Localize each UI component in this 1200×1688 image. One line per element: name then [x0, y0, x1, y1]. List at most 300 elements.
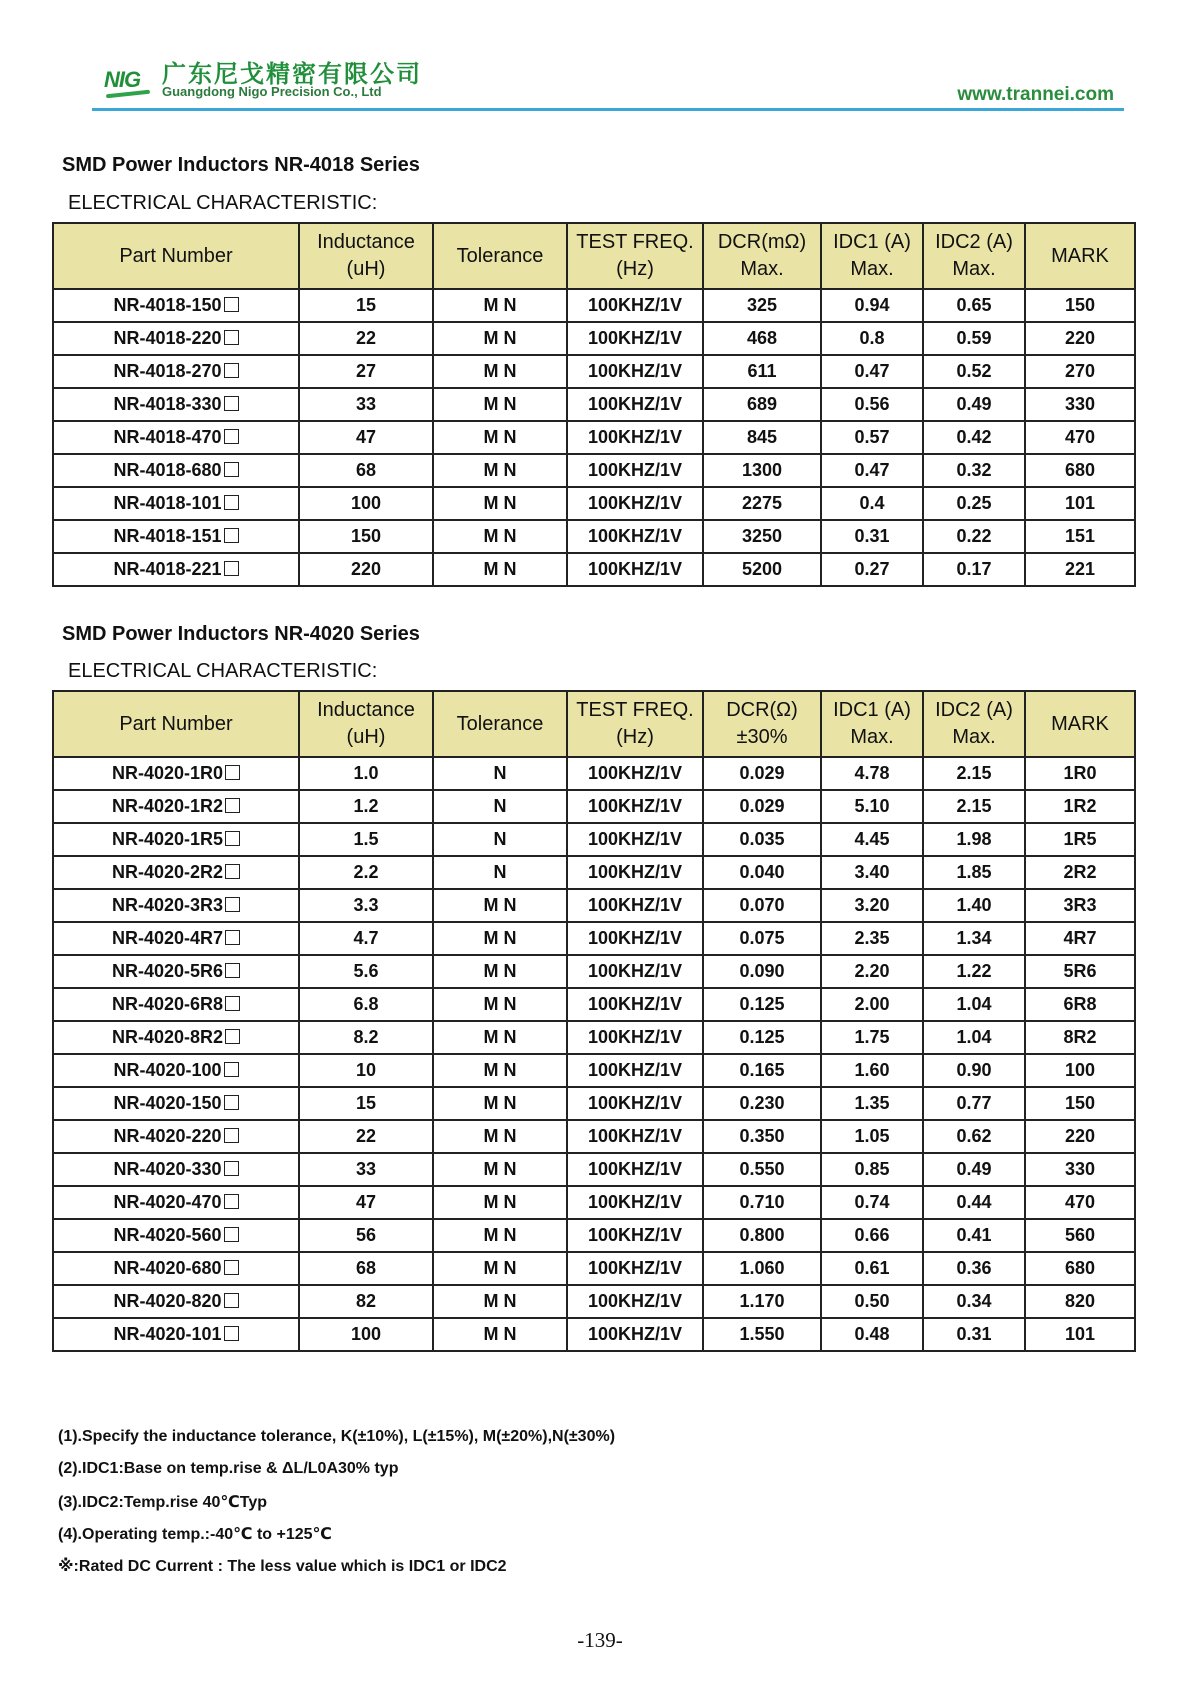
part-number: NR-4020-5R6 [111, 961, 224, 981]
table-cell [821, 1318, 923, 1351]
part-number: NR-4018-150 [113, 295, 222, 315]
table-cell [821, 520, 923, 553]
cell-value: 0.57 [854, 427, 890, 447]
cell-value: 0.49 [956, 394, 992, 414]
table-cell [923, 487, 1025, 520]
table-cell [433, 421, 567, 454]
table-row [53, 1120, 1135, 1153]
cell-value: 1.04 [956, 1027, 992, 1047]
tolerance-code-box [225, 897, 240, 912]
part-number: NR-4020-8R2 [111, 1027, 224, 1047]
table-cell [821, 421, 923, 454]
cell-value: M N [483, 1060, 517, 1080]
tolerance-code-box [225, 798, 240, 813]
cell-value: 2.15 [956, 796, 992, 816]
cell-value: 1.40 [956, 895, 992, 915]
table-cell [567, 553, 703, 586]
table-row [53, 1318, 1135, 1351]
cell-value: 100KHZ/1V [587, 328, 683, 348]
table-cell [299, 487, 433, 520]
table-row [53, 922, 1135, 955]
table-cell [703, 454, 821, 487]
cell-value: 1.35 [854, 1093, 890, 1113]
cell-value: 270 [1064, 361, 1096, 381]
table-cell [567, 1285, 703, 1318]
cell-value: 845 [746, 427, 778, 447]
table-cell [299, 520, 433, 553]
cell-value: 101 [1064, 493, 1096, 513]
cell-value: 680 [1064, 460, 1096, 480]
table-cell [299, 1021, 433, 1054]
table-cell [703, 856, 821, 889]
cell-value: 0.62 [956, 1126, 992, 1146]
table-cell [703, 823, 821, 856]
cell-value: M N [483, 961, 517, 981]
table-cell [53, 322, 299, 355]
tolerance-code-box [225, 831, 240, 846]
table-cell [1025, 1252, 1135, 1285]
table-cell [923, 889, 1025, 922]
table-cell [299, 790, 433, 823]
column-header: Part Number [53, 223, 299, 289]
table-cell [433, 487, 567, 520]
table-cell [923, 520, 1025, 553]
cell-value: 0.42 [956, 427, 992, 447]
cell-value: N [493, 829, 507, 849]
cell-value: 150 [1064, 295, 1096, 315]
table-body [53, 289, 1135, 586]
part-number: NR-4020-470 [113, 1192, 222, 1212]
table-cell [1025, 553, 1135, 586]
table-cell [821, 856, 923, 889]
table-cell [567, 388, 703, 421]
cell-value: 0.17 [956, 559, 992, 579]
table-cell [53, 1252, 299, 1285]
cell-value: M N [483, 1258, 517, 1278]
company-logo [104, 58, 156, 98]
cell-value: 100KHZ/1V [587, 1060, 683, 1080]
tolerance-code-box [224, 561, 239, 576]
table-cell [53, 1285, 299, 1318]
table-cell [1025, 856, 1135, 889]
cell-value: 2.2 [353, 862, 379, 882]
table-cell [53, 553, 299, 586]
cell-value: M N [483, 1027, 517, 1047]
cell-value: M N [483, 928, 517, 948]
cell-value: 330 [1064, 1159, 1096, 1179]
table-cell [1025, 487, 1135, 520]
cell-value: 47 [355, 427, 377, 447]
table-cell [703, 889, 821, 922]
table-cell [703, 553, 821, 586]
cell-value: 1300 [741, 460, 783, 480]
table-cell [433, 856, 567, 889]
table-cell [821, 1219, 923, 1252]
table-cell [567, 922, 703, 955]
cell-value: 680 [1064, 1258, 1096, 1278]
cell-value: 0.040 [739, 862, 785, 882]
elec-title-4018: ELECTRICAL CHARACTERISTIC: [68, 192, 378, 214]
tolerance-code-box [224, 1062, 239, 1077]
spec-table-4020 [52, 690, 1136, 1352]
table-cell [567, 1120, 703, 1153]
cell-value: M N [483, 295, 517, 315]
table-cell [299, 1252, 433, 1285]
cell-value: 0.22 [956, 526, 992, 546]
cell-value: 100KHZ/1V [587, 1225, 683, 1245]
table-cell [567, 421, 703, 454]
cell-value: 1.0 [353, 763, 379, 783]
part-number: NR-4020-100 [113, 1060, 222, 1080]
tolerance-code-box [225, 1029, 240, 1044]
cell-value: 47 [355, 1192, 377, 1212]
cell-value: 82 [355, 1291, 377, 1311]
cell-value: 470 [1064, 427, 1096, 447]
table-cell [299, 289, 433, 322]
column-header: DCR(Ω) ±30% [703, 691, 821, 757]
table-cell [923, 553, 1025, 586]
table-row [53, 553, 1135, 586]
cell-value: 221 [1064, 559, 1096, 579]
cell-value: M N [483, 328, 517, 348]
column-header: TEST FREQ.(Hz) [567, 691, 703, 757]
table-cell [433, 790, 567, 823]
table-cell [1025, 388, 1135, 421]
company-name-cn: 广东尼戈精密有限公司 [162, 60, 422, 88]
table-cell [299, 823, 433, 856]
cell-value: 100KHZ/1V [587, 361, 683, 381]
cell-value: 100KHZ/1V [587, 1258, 683, 1278]
table-cell [299, 1054, 433, 1087]
cell-value: 151 [1064, 526, 1096, 546]
table-cell [821, 1021, 923, 1054]
page-header [92, 50, 1124, 112]
cell-value: 0.090 [739, 961, 785, 981]
table-row [53, 790, 1135, 823]
table-cell [53, 988, 299, 1021]
part-number: NR-4018-680 [113, 460, 222, 480]
table-cell [53, 1153, 299, 1186]
table-cell [703, 1252, 821, 1285]
cell-value: 0.31 [854, 526, 890, 546]
tolerance-code-box [224, 1128, 239, 1143]
table-cell [567, 289, 703, 322]
table-cell [433, 1120, 567, 1153]
part-number: NR-4020-4R7 [111, 928, 224, 948]
cell-value: 0.48 [854, 1324, 890, 1344]
cell-value: 100KHZ/1V [587, 1126, 683, 1146]
table-body [53, 757, 1135, 1351]
table-cell [567, 487, 703, 520]
cell-value: 1.5 [353, 829, 379, 849]
website-url: www.trannei.com [957, 84, 1114, 105]
cell-value: 2.00 [854, 994, 890, 1014]
table-cell [433, 520, 567, 553]
series-title-4018: SMD Power Inductors NR-4018 Series [62, 154, 420, 176]
cell-value: M N [483, 1324, 517, 1344]
cell-value: M N [483, 1126, 517, 1146]
table-cell [567, 1153, 703, 1186]
part-number: NR-4020-1R5 [111, 829, 224, 849]
cell-value: 0.61 [854, 1258, 890, 1278]
cell-value: 0.50 [854, 1291, 890, 1311]
table-cell [53, 823, 299, 856]
table-cell [567, 1318, 703, 1351]
cell-value: M N [483, 994, 517, 1014]
cell-value: 5200 [741, 559, 783, 579]
cell-value: M N [483, 460, 517, 480]
table-cell [821, 289, 923, 322]
cell-value: 8R2 [1063, 1027, 1097, 1047]
note-4: (4).Operating temp.:-40℃ to +125℃ [58, 1526, 332, 1543]
table-cell [433, 988, 567, 1021]
table-cell [1025, 955, 1135, 988]
table-cell [433, 922, 567, 955]
company-name-en: Guangdong Nigo Precision Co., Ltd [162, 84, 382, 99]
cell-value: 101 [1064, 1324, 1096, 1344]
cell-value: 0.075 [739, 928, 785, 948]
cell-value: 56 [355, 1225, 377, 1245]
tolerance-code-box [225, 996, 240, 1011]
table-cell [923, 1219, 1025, 1252]
table-cell [53, 289, 299, 322]
table-cell [433, 322, 567, 355]
table-cell [923, 988, 1025, 1021]
table-cell [53, 856, 299, 889]
table-cell [923, 757, 1025, 790]
table-cell [703, 757, 821, 790]
table-cell [433, 355, 567, 388]
table-cell [1025, 355, 1135, 388]
cell-value: 1.04 [956, 994, 992, 1014]
table-cell [299, 1219, 433, 1252]
cell-value: 3.40 [854, 862, 890, 882]
part-number: NR-4020-3R3 [111, 895, 224, 915]
table-row [53, 823, 1135, 856]
cell-value: 100KHZ/1V [587, 493, 683, 513]
cell-value: 100KHZ/1V [587, 829, 683, 849]
cell-value: 0.74 [854, 1192, 890, 1212]
cell-value: M N [483, 1159, 517, 1179]
tolerance-code-box [224, 462, 239, 477]
table-cell [703, 1219, 821, 1252]
table-cell [821, 1120, 923, 1153]
cell-value: 1.550 [739, 1324, 785, 1344]
cell-value: N [493, 796, 507, 816]
cell-value: 0.25 [956, 493, 992, 513]
tolerance-code-box [224, 1293, 239, 1308]
tolerance-code-box [224, 1227, 239, 1242]
table-cell [821, 889, 923, 922]
table-cell [923, 355, 1025, 388]
cell-value: 100KHZ/1V [587, 1159, 683, 1179]
cell-value: N [493, 763, 507, 783]
table-cell [53, 454, 299, 487]
table-cell [1025, 889, 1135, 922]
table-cell [923, 1252, 1025, 1285]
table-cell [1025, 454, 1135, 487]
table-row [53, 1285, 1135, 1318]
column-header: TEST FREQ.(Hz) [567, 223, 703, 289]
tolerance-code-box [225, 930, 240, 945]
cell-value: 1.170 [739, 1291, 785, 1311]
table-cell [433, 1252, 567, 1285]
part-number: NR-4018-330 [113, 394, 222, 414]
cell-value: 5.10 [854, 796, 890, 816]
table-cell [53, 1186, 299, 1219]
table-cell [1025, 1120, 1135, 1153]
table-cell [567, 1219, 703, 1252]
part-number: NR-4020-101 [113, 1324, 222, 1344]
table-cell [923, 922, 1025, 955]
table-cell [299, 1087, 433, 1120]
table-cell [567, 988, 703, 1021]
table-cell [821, 1186, 923, 1219]
cell-value: 0.350 [739, 1126, 785, 1146]
table-cell [299, 388, 433, 421]
table-cell [567, 1186, 703, 1219]
tolerance-code-box [225, 864, 240, 879]
table-cell [53, 355, 299, 388]
cell-value: 0.31 [956, 1324, 992, 1344]
table-cell [299, 1153, 433, 1186]
column-header: MARK [1025, 691, 1135, 757]
cell-value: 820 [1064, 1291, 1096, 1311]
tolerance-code-box [225, 765, 240, 780]
column-header: Part Number [53, 691, 299, 757]
table-cell [299, 757, 433, 790]
table-cell [923, 1054, 1025, 1087]
part-number: NR-4020-330 [113, 1159, 222, 1179]
tolerance-code-box [224, 495, 239, 510]
cell-value: 0.070 [739, 895, 785, 915]
cell-value: 100KHZ/1V [587, 994, 683, 1014]
part-number: NR-4018-270 [113, 361, 222, 381]
column-header: Inductance (uH) [299, 223, 433, 289]
cell-value: 100KHZ/1V [587, 1192, 683, 1212]
part-number: NR-4018-470 [113, 427, 222, 447]
table-cell [299, 1186, 433, 1219]
table-cell [433, 289, 567, 322]
table-cell [433, 889, 567, 922]
tolerance-code-box [224, 396, 239, 411]
tolerance-code-box [225, 963, 240, 978]
table-row [53, 988, 1135, 1021]
note-1: (1).Specify the inductance tolerance, K(±10%), L(±15%), M(±20%),N(±30%) [58, 1428, 616, 1445]
table-cell [821, 1252, 923, 1285]
cell-value: 150 [350, 526, 382, 546]
part-number: NR-4020-560 [113, 1225, 222, 1245]
cell-value: 1.22 [956, 961, 992, 981]
cell-value: 0.550 [739, 1159, 785, 1179]
table-cell [53, 388, 299, 421]
table-row [53, 955, 1135, 988]
column-header: Tolerance [433, 223, 567, 289]
cell-value: 0.94 [854, 295, 890, 315]
tolerance-code-box [224, 1260, 239, 1275]
cell-value: 6.8 [353, 994, 379, 1014]
table-cell [703, 988, 821, 1021]
table-cell [567, 454, 703, 487]
table-cell [1025, 988, 1135, 1021]
table-row [53, 1087, 1135, 1120]
table-cell [53, 421, 299, 454]
cell-value: 3.20 [854, 895, 890, 915]
table-cell [53, 1054, 299, 1087]
cell-value: 100KHZ/1V [587, 961, 683, 981]
cell-value: 560 [1064, 1225, 1096, 1245]
cell-value: 150 [1064, 1093, 1096, 1113]
table-cell [821, 922, 923, 955]
table-row [53, 1021, 1135, 1054]
cell-value: 3R3 [1063, 895, 1097, 915]
cell-value: 468 [746, 328, 778, 348]
table-cell [923, 823, 1025, 856]
table-cell [923, 454, 1025, 487]
table-cell [567, 955, 703, 988]
cell-value: 1R0 [1063, 763, 1097, 783]
cell-value: 22 [355, 328, 377, 348]
table-cell [433, 454, 567, 487]
cell-value: 2275 [741, 493, 783, 513]
cell-value: 33 [355, 1159, 377, 1179]
cell-value: M N [483, 895, 517, 915]
part-number: NR-4020-150 [113, 1093, 222, 1113]
cell-value: 1R5 [1063, 829, 1097, 849]
part-number: NR-4018-101 [113, 493, 222, 513]
table-cell [433, 955, 567, 988]
table-cell [923, 790, 1025, 823]
table-cell [567, 1252, 703, 1285]
cell-value: 0.47 [854, 460, 890, 480]
table-row [53, 757, 1135, 790]
table-cell [567, 1054, 703, 1087]
table-cell [703, 1087, 821, 1120]
table-cell [821, 790, 923, 823]
table-cell [923, 1120, 1025, 1153]
cell-value: 68 [355, 1258, 377, 1278]
table-cell [821, 388, 923, 421]
table-cell [821, 1285, 923, 1318]
cell-value: 5R6 [1063, 961, 1097, 981]
note-2: (2).IDC1:Base on temp.rise & ΔL/L0A30% typ [58, 1460, 399, 1477]
table-cell [703, 1186, 821, 1219]
table-cell [1025, 823, 1135, 856]
table-header-row [53, 691, 1135, 757]
cell-value: 2.35 [854, 928, 890, 948]
table-cell [299, 553, 433, 586]
cell-value: 0.41 [956, 1225, 992, 1245]
cell-value: 0.230 [739, 1093, 785, 1113]
table-cell [821, 322, 923, 355]
cell-value: 0.125 [739, 994, 785, 1014]
table-cell [923, 289, 1025, 322]
cell-value: 100KHZ/1V [587, 460, 683, 480]
table-cell [703, 922, 821, 955]
cell-value: 0.77 [956, 1093, 992, 1113]
table-cell [923, 322, 1025, 355]
part-number: NR-4020-6R8 [111, 994, 224, 1014]
cell-value: 100KHZ/1V [587, 1324, 683, 1344]
table-cell [1025, 520, 1135, 553]
cell-value: 0.44 [956, 1192, 992, 1212]
table-cell [567, 757, 703, 790]
table-cell [923, 1318, 1025, 1351]
note-5: ※:Rated DC Current : The less value which is IDC1 or IDC2 [58, 1558, 507, 1575]
table-cell [433, 1153, 567, 1186]
table-cell [923, 388, 1025, 421]
table-cell [703, 289, 821, 322]
